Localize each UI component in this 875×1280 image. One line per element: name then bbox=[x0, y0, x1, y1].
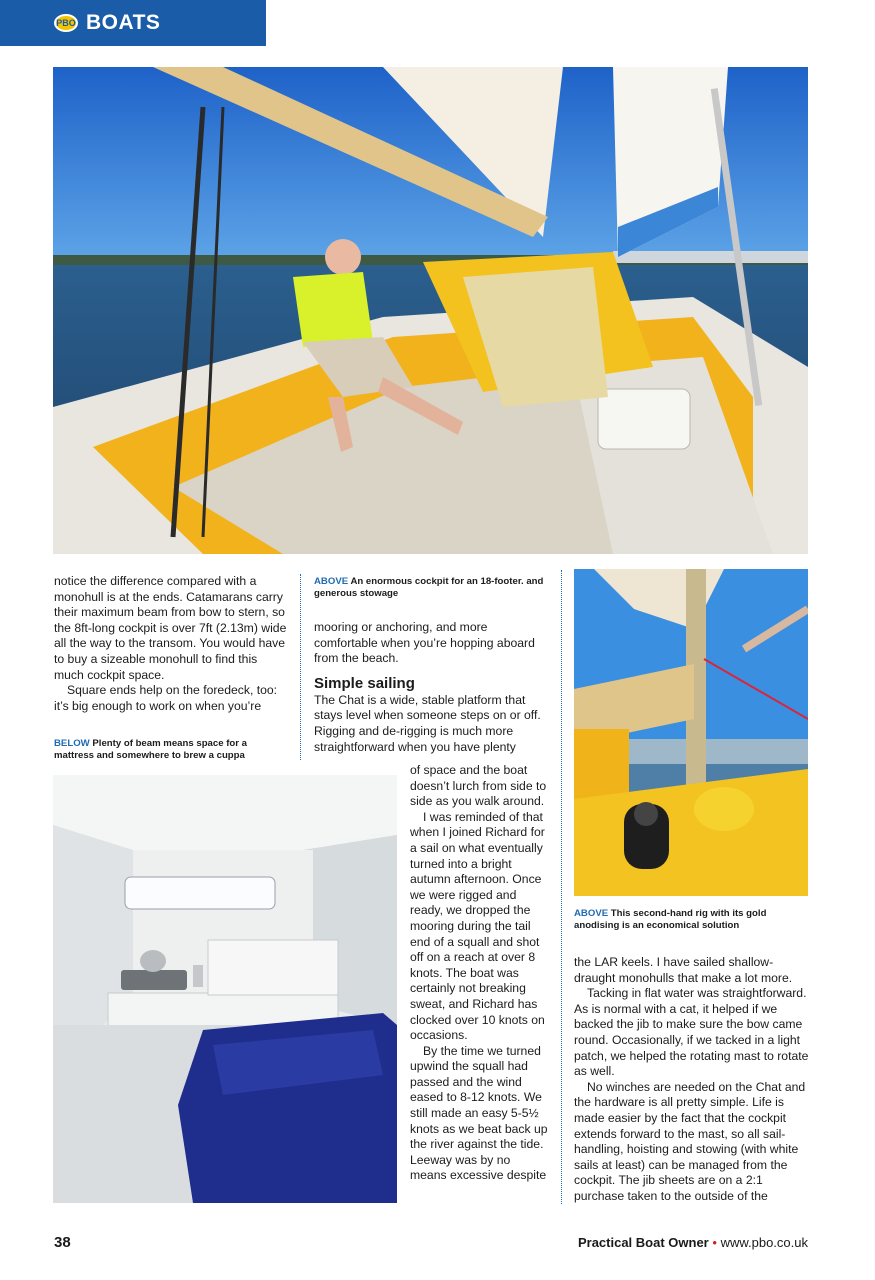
website-url: www.pbo.co.uk bbox=[720, 1235, 808, 1250]
rig-photo-icon bbox=[574, 569, 808, 896]
caption-above-1 bbox=[314, 576, 549, 599]
rig-photo bbox=[574, 569, 808, 896]
caption-tag: ABOVE bbox=[574, 908, 609, 919]
paragraph: Square ends help on the foredeck, too: it’s big enough to work on when you’re bbox=[54, 683, 278, 713]
caption-text: This second-hand rig with its gold anodising is an economical solution bbox=[574, 908, 767, 931]
subheading: Simple sailing bbox=[314, 674, 415, 692]
caption-text: Plenty of beam means space for a mattress and somewhere to brew a cuppa bbox=[54, 738, 248, 761]
separator-dot: • bbox=[712, 1235, 717, 1250]
caption-text: An enormous cockpit for an 18-footer. and generous stowage bbox=[314, 576, 544, 599]
caption-tag: BELOW bbox=[54, 738, 90, 749]
paragraph: No winches are needed on the Chat and the hardware is all pretty simple. Life is made easier by the fact that the cockpit extends forward to the mast, so all sail-handling, hoisting and stowing (with white sails at least) can be managed from the cockpit. The jib sheets are on a 2:1 purchase taken to the outside of the bbox=[574, 1079, 806, 1203]
paragraph: of space and the boat doesn’t lurch from side to side as you walk around. bbox=[410, 763, 547, 809]
article-column-2-narrow bbox=[410, 763, 550, 1184]
paragraph: the LAR keels. I have sailed shallow-draught monohulls that make a lot more. bbox=[574, 955, 793, 985]
caption-above-2 bbox=[574, 908, 808, 931]
paragraph: Tacking in flat water was straightforward. As is normal with a cat, it helped if we backed the jib to make sure the bow came round. Occasionally, if we tacked in a light patch, we helped the rotating mast to rotate as well. bbox=[574, 986, 809, 1079]
caption-below bbox=[54, 738, 284, 761]
pbo-logo: PBO bbox=[54, 14, 78, 32]
section-title: BOATS bbox=[86, 11, 161, 34]
article-column-2 bbox=[314, 620, 550, 755]
column-divider bbox=[561, 570, 562, 1204]
cockpit-photo-icon bbox=[53, 67, 808, 554]
footer-publication bbox=[578, 1235, 808, 1250]
paragraph: By the time we turned upwind the squall had passed and the wind eased to 8-12 knots. We still made an easy 5-5½ knots as we beat back up the river against the tide. Leeway was by no means excessive despite bbox=[410, 1043, 548, 1183]
section-tab bbox=[0, 0, 266, 46]
publication-name: Practical Boat Owner bbox=[577, 1235, 709, 1250]
paragraph: The Chat is a wide, stable platform that stays level when someone steps on or off. Rigging and de-rigging is much more straightforward when you have plenty bbox=[314, 692, 541, 754]
cabin-photo-icon bbox=[53, 775, 397, 1203]
caption-tag: ABOVE bbox=[314, 576, 349, 587]
column-divider bbox=[300, 574, 301, 760]
main-photo bbox=[53, 67, 808, 554]
paragraph: I was reminded of that when I joined Richard for a sail on what eventually turned into a bright autumn afternoon. Once we were rigged and ready, we dropped the mooring during the tail end of a squall and shot off on a reach at over 8 knots. The boat was certainly not breaking sweat, and Richard has clocked over 10 knots on occasions. bbox=[410, 809, 545, 1043]
article-column-1 bbox=[54, 574, 290, 714]
article-column-3 bbox=[574, 955, 810, 1205]
page-number: 38 bbox=[54, 1234, 71, 1251]
paragraph: notice the difference compared with a monohull is at the ends. Catamarans carry their maximum beam from bow to stern, so the 8ft-long cockpit is over 7ft (2.13m) wide all the way to the transom. You would have to buy a sizeable monohull to find this much cockpit space. bbox=[54, 574, 287, 682]
cabin-photo bbox=[53, 775, 397, 1203]
paragraph: mooring or anchoring, and more comfortable when you’re hopping aboard from the beach. bbox=[314, 620, 535, 666]
